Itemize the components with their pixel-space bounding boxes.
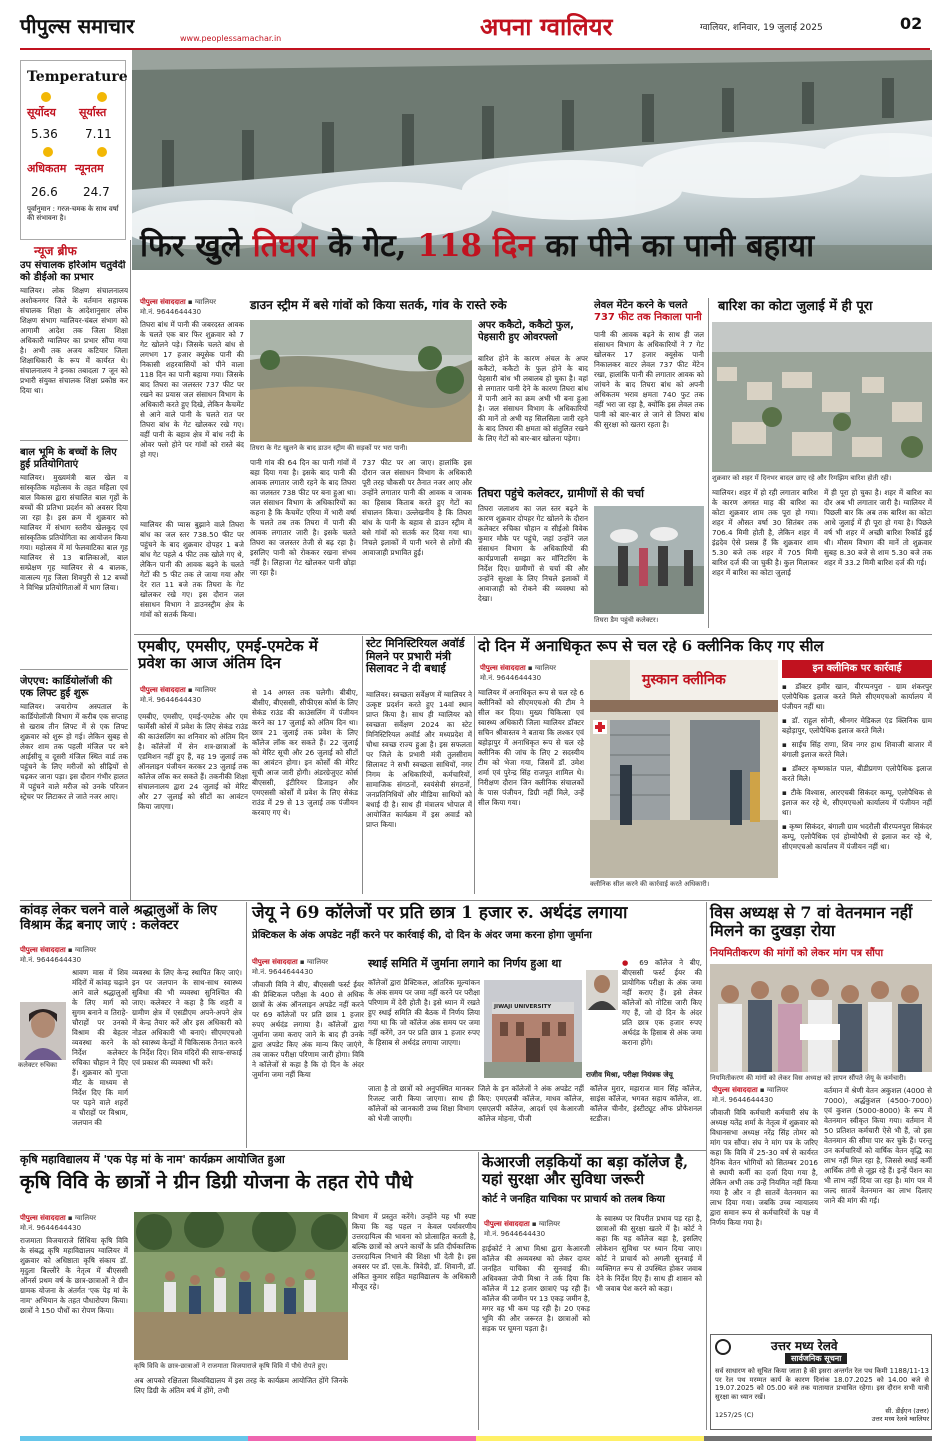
kanwar-col2: व्यवस्था के लिए केन्द्र स्थापित किए जाएं। इन पर जलपान के साथ-साथ स्वास्थ्य सुविधा की भी व्यवस्था सुनिश्चित की जाए। कलेक्टर ने कहा है कि शहरी व ग्रामीण क्षेत्र में एसडीएम अपने-अपने क्षेत्र में केन्द्र तैयार करें और इस अधिकारी को नोडल अधिकारी भी बनाएं। सीएमएचओ को स्वास्थ्य केन्द्रों में चिकित्सक तैनात करने के निर्देश दिए। शिव मंदिरों की साफ-सफाई एवं प्रकाश की व्यवस्था भी करें। [132,968,242,1067]
railway-sub-text: सार्वजनिक सूचना [791,1354,842,1363]
krg-col1: हाईकोर्ट ने आभा मिश्रा द्वारा केआरजी कॉलेज की अव्यवस्था को लेकर दायर जनहित याचिका की सुनवाई की। अधिवक्ता जेपी मिश्रा ने तर्क दिया कि कॉलेज में 12 हजार छात्राएं पढ़ रही हैं। कॉलेज की जमीन पर 13 एकड़ जमीन है, मगर वह भी कम पड़ रही है। 20 एकड़ भूमि की और जरूरत है। छात्राओं को सड़क पर घूमना पड़ता है। [482,1244,590,1333]
collector-visit-photo [594,506,704,614]
railway-notice [710,1334,932,1430]
max-temp-icon [43,147,53,157]
overflow-box-body: बारिश होने के कारण अंचल के अपर ककैटो, ककैटो के फुल होने के बाद पेहसारी बांध भी लबालब हो चुका है। वहां से लगातार पानी देने के कारण तिघरा बांध में पानी आने का क्रम अभी भी बना हुआ है। जल संसाधन विभाग के अधिकारियों की मानें तो अभी यह सिलसिला जारी रहने के बाद तिघरा की क्षमता को संतुलित रखने के लिए गेटों को बार-बार खोलना पड़ेगा। [478,354,588,443]
clinic-body: ग्वालियर में अनाधिकृत रूप से चल रहे 6 क्लीनिकों को सीएमएचओ की टीम ने सील कर दिया। मुख्य चिकित्सा एवं स्वास्थ्य अधिकारी जिला ग्वालियर डॉक्टर सचिन श्रीवास्तव ने बताया कि लश्कर एवं बहोड़ापुर में अनाधिकृत रूप से चल रहे क्लीनिक की जांच के लिए 2 सदस्यीय टीम को भेजा गया, जिसमें डॉ. उमेश शर्मा एवं पुरेन्द्र सिंह राजपूत शामिल थे। निरीक्षण दौरान जिन क्लीनिक संचालकों के पास पंजीयन, डिग्री नहीं मिले, उन्हें सील किया गया। [478,688,584,807]
clinic-action-title-text: इन क्लीनिक पर कार्रवाई [812,663,902,674]
brief-item [20,447,128,663]
byline-place: ग्वालियर [194,686,217,694]
signatory-title: सी. डीईएन (उत्तर) [885,1407,929,1415]
vetanman-byline: पीपुल्स संवाददाता ▪ ग्वालियर [712,1086,789,1094]
clinic-sign: मुस्कान क्लीनिक [642,672,726,688]
lead-phone: मो.नं. 9644644430 [140,308,202,316]
krg-headline: केआरजी लड़कियों का बड़ा कॉलेज है, यहां सुरक्षा और सुविधा जरूरी [482,1153,689,1189]
list-item-text: टीके विश्वास, आरएचबी सिकंदर कम्पू, एलोपैथिक से इलाज कर रहे थे, सीएमएचओ कार्यालय में पंजीयन नहीं था। [782,788,932,817]
railway-logo-icon [715,1339,731,1355]
moon-icon [97,92,107,102]
collector-photo-caption: तिघरा डैम पहुंची कलेक्टर। [594,616,659,624]
list-item: ▪ डॉक्टर कृष्णकांत पाल, बीडीप्रगण एलोपैथिक इलाज करते मिले। [782,764,932,783]
mba-col1: एमबीए, एमसीए, एमई-एमटेक और एम फार्मेसी कोर्स में प्रवेश के लिए सेकंड राउंड की काउंसलिंग का शनिवार को अंतिम दिन है। कॉलेजों में सेन शत्र-छात्राओं के एडमिशन नहीं हुए हैं, वह 19 जुलाई तक ऑनलाइन पंजीयन करकर 23 जुलाई तक कॉलेज लॉक कर सकते हैं। तकनीकी शिक्षा संचालनालय द्वारा 24 जुलाई को मेरिट और 27 जुलाई को सीटों का आवंटन किया जाएगा। [138,712,248,811]
level-head-line2: 737 फीट तक निकाला पानी [594,311,702,323]
byline-place: ग्वालियर [766,1086,789,1094]
mba-col2: से 14 अगस्त तक चलेगी। बीबीए, बीसीए, बीएससी, सीफीएस कोर्स के लिए सेकंड राउंड की काउंसलिंग में पंजीयन करने का 17 जुलाई को अंतिम दिन था। छात्र 21 जुलाई तक प्रवेश के लिए कॉलेज लॉक कर सकते हैं। 22 जुलाई को मेरिट सूची और 26 जुलाई को सीटों का आवंटन होगा। इन कोर्सों की मेरिट सूची आज जारी होगी। अंडरग्रेजुएट कोर्स बीएससी, इंटीरियर डिजाइन और एमएससी कोर्सों में प्रवेश के लिए सेकंड राउंड में 29 से 13 जुलाई तक पंजीयन करवाए गए थे। [252,688,358,817]
university-sign: JIWAJI UNIVERSITY [494,1004,552,1010]
flood-illustration [250,320,472,442]
city-illustration [712,322,932,472]
headline-part: का पीने का पानी बहाया [545,228,815,264]
byline-place: ग्वालियर [534,664,557,672]
exam-controller-photo [586,970,618,1010]
jiwaji-col3: जाता है तो छात्रों को अनुपस्थित मानकर रिजल्ट जारी किया जाएगा। साथ ही कॉलेजों को जानकारी उच्च शिक्षा विभाग को भेजी जाएगी। [368,1084,474,1123]
section-divider [20,1150,706,1151]
flood-road-photo [250,320,472,442]
overflow-box-head: अपर ककैटो, ककैटो फुल, पेहसारी हुए ओवरफ्लो [478,320,574,343]
krg-byline: पीपुल्स संवाददाता ▪ ग्वालियर [484,1220,561,1228]
collector-illustration [594,506,704,614]
memorandum-photo [710,964,932,1072]
sunrise-value: 5.36 [31,127,58,141]
max-label: अधिकतम [27,162,67,175]
level-head [594,300,704,323]
krishi-col3: विभाग में प्रस्तुत करेंगे। उन्होंने यह भी स्पष्ट किया कि यह पहल न केवल पर्यावरणीय उत्तरदायित्व की भावना को प्रोत्साहित करती है, बल्कि छात्रों को अपने कार्यों के प्रति दीर्घकालिक उत्तरदायित्व निभाने की शिक्षा भी देती है। इस अवसर पर डॉ. एस.के. त्रिवेदी, डॉ. शिवानी, डॉ. अंकित कुमार सहित महाविद्यालय के अधिकारी मौजूद रहे। [352,1212,476,1291]
krg-phone: मो.नं. 9644644430 [484,1230,546,1238]
lead-col1: तिघरा बांध में पानी की जबरदस्त आवक के चलते एक बार फिर शुक्रवार को 7 गेट खोलने पड़े। जिसके चलते बांध से लगभग 17 हजार क्यूसेक पानी की निकासी शहरवासियों को पीने वाला 118 दिन का पानी बहाया गया। जिसके बाद तिघरा का जलस्तर 737 फीट पर रखने का प्रयास जल संसाधन विभाग के अधिकारी करते हुए दिखे, लेकिन कैचमेंट से आने वाले पानी के चलते रात पर तिघरा बांध के गेट खोलकर रखे गए। वहीं पानी के बहाव क्षेत्र में बांध नदी के ओवर फ्लो होने पर गांवों को रास्ते बंद हो गए। [140,320,244,459]
brand-logo: पीपुल्स समाचार [20,14,135,38]
column-divider [474,636,475,894]
plantation-caption: कृषि विवि के छात्र-छात्राओं ने राजमाता विजयाराजे कृषि विवि में पौधे रोपते हुए। [134,1362,328,1370]
clinic-action-list [782,682,932,892]
byline-name: पीपुल्स संवाददाता [140,298,186,306]
headline-highlight: 118 दिन [417,228,535,264]
byline-name: पीपुल्स संवाददाता [712,1086,758,1094]
section-divider [134,634,932,635]
plantation-photo [134,1212,348,1360]
byline-name: पीपुल्स संवाददाता [20,1214,66,1222]
railway-sub [785,1353,847,1364]
flood-photo-caption: तिघरा के गेट खुलने के बाद डाउन स्ट्रीम की सड़कों पर भरा पानी। [250,444,408,452]
brief-headline: उप संचालक हरिओम चतुर्वेदी को डीईओ का प्रभार [20,260,126,283]
award-body: ग्वालियर। स्वच्छता सर्वेक्षण में ग्वालियर ने उत्कृष्ट प्रदर्शन करते हुए 14वां स्थान प्राप्त किया है। साथ ही ग्वालियर को स्वच्छता सर्वेक्षण 2024 का स्टेट मिनिस्टिरियल अवॉर्ड और मध्यप्रदेश में चौथा स्वच्छ राज्य हुआ है। इस सफलता पर जिले के प्रभारी मंत्री तुलसीराम सिलावट ने सभी स्वच्छता साथियों, नगर निगम के अधिकारियों, कर्मचारियों, सामाजिक संगठनों, स्वयंसेवी संगठनों, जनप्रतिनिधियों और मीडिया साथियों को बधाई दी है। साथ ही मंत्रालय भोपाल में आयोजित कार्यक्रम में इस अवार्ड को प्राप्त किया। [366,690,472,829]
section-title [480,10,612,43]
lead-col2: पानी गांव की 64 दिन का पानी गांवों में बहा दिया गया है। इसके बाद पानी की आवक लगातार जारी रहने के बाद तिघरा का जलस्तर 738 फीट पर बना हुआ था। जल संसाधन विभाग के अधिकारियों का कहना है कि कैचमेंट एरिया में भारी वर्षा के चलते तब तक तिघरा में पानी की आवक लगातार जारी है। इसके चलते तिघरा का जलस्तर तेजी से बढ़ रहा है। इसलिए पानी को रोककर रखना संभव नहीं है। लिहाजा गेट खोलकर पानी छोड़ा जा रहा है। [250,458,356,577]
max-value: 26.6 [31,185,58,199]
sunrise-label: सूर्योदय [27,106,56,119]
list-item-text: डॉ. राहुल सोनी, श्रीनगर मेडिकल एंड क्लिनिक ग्राम बहोड़ापुर, एलोपैथिक इलाज करते मिले। [782,716,932,735]
plantation-illustration [134,1212,348,1360]
vetanman-col1: जीवाजी विवि कर्मचारी कर्मचारी संघ के अध्यक्ष यतेंद्र शर्मा के नेतृत्व में शुक्रवार को विधानसभा अध्यक्ष नरेंद्र सिंह तोमर को मांग पत्र सौंपा। संघ ने मांग पत्र के जरिए कहा कि विवि में 25-30 वर्ष से कार्यरत दैनिक वेतन भोगियों को सितम्बर 2016 से स्थायी कर्मी का दर्जा दिया गया है, लेकिन अभी तक उन्हें नियमित नहीं किया गया है और न ही सातवें वेतनमान का लाभ दिया गया। जबकि उच्च न्यायालय द्वारा समान रूप से कर्मचारियों के पक्ष में निर्णय किया गया है। [710,1108,818,1227]
byline-name: पीपुल्स संवाददाता [140,686,186,694]
byline-name: पीपुल्स संवाददाता [480,664,526,672]
mba-byline: पीपुल्स संवाददाता ▪ ग्वालियर [140,686,217,694]
list-item-text: डॉक्टर कृष्णकांत पाल, बीडीप्रगण एलोपैथिक इलाज करते मिले। [782,764,932,783]
section-title-text: अपना ग्वालियर [480,12,613,41]
lead-byline: पीपुल्स संवाददाता ▪ ग्वालियर [140,298,217,306]
krishi-col1: राजमाता विजयाराजे सिंधिया कृषि विवि के संबद्ध कृषि महाविद्यालय ग्वालियर में शुक्रवार को अधिष्ठाता कृषि संकाय डॉ. मृदुला बिल्लौरे के नेतृत्व में बीएससी ऑनर्स प्रथम वर्ष के छात्र-छात्राओं ने ग्रीन ग्रामक योजना के अंतर्गत 'एक पेड़ मां के नाम' अभियान के तहत पौधारोपण किया। छात्रों ने 150 पौधों का रोपण किया। [20,1236,128,1315]
min-value: 24.7 [83,185,110,199]
level-body: पानी की आवक बढ़ने के साथ ही जल संसाधन विभाग के अधिकारियों ने 7 गेट खोलकर 17 हजार क्यूसेक पानी निकालकर वाटर लेवल 737 फीट मेंटेन रखा, हालांकि पानी की लगातार आवक को जांचने के बाद तिघरा बांध को अपनी अधिकतम भराव क्षमता 740 फुट तक नहीं भरा जा रहा है, क्योंकि इस लेवल तक पानी को बार-बार ले जाने से तिघरा बांध की सुरक्षा को खतरा रहता है। [594,330,704,429]
vetanman-col2: वर्तमान में श्रेणी वेतन अकुशल (4000 से 7000), अर्द्धकुशल (4500-7000) एवं कुशल (5000-8000) के रूप में वेतनमान स्वीकृत किया गया। वर्तमान में 50 प्रतिशत कर्मचारी ऐसे भी हैं, जो इस वेतनमान की सीमा पार कर चुके हैं। परन्तु उन कर्मचारियों को वार्षिक वेतन वृद्धि का लाभ नहीं मिल रहा है, जिससे स्थाई कर्मी आर्थिक तंगी से जूझ रहे हैं। इन्हें पेंशन का भी लाभ नहीं दिया जा रहा है। मांग पत्र में जल्द सातवें वेतनमान का लाभ दिलाए जाने की मांग की गई। [824,1086,932,1205]
collector-portrait [20,1002,66,1060]
sunset-value: 7.11 [85,127,112,141]
min-temp-icon [97,147,107,157]
news-brief-column [20,260,128,900]
rain-col2: में ही पूरा हो चुका है। शहर में बारिश का दौर अब भी लगातार जारी है। ग्वालियर में पिछली बार कि अब तक बारिश का कोटा आधे जुलाई में ही पूरा हो गया है। पिछले वर्ष भी शहर में अच्छी बारिश रिकॉर्ड हुई थी। मौसम विभाग की मानें तो शुक्रवार सुबह 8.30 बजे से शाम 5.30 बजे तक शहर में 33.2 मिमी बारिश दर्ज की गई। [824,488,932,567]
railway-code: 1257/25 (C) [715,1411,754,1419]
memorandum-caption: नियमितीकरण की मांगों को लेकर विस अध्यक्ष को ज्ञापन सौंपते जेयू के कर्मचारी। [710,1074,906,1082]
column-divider [478,1152,479,1430]
tighra-visit-body: तिघरा जलाशय का जल स्तर बढ़ने के कारण शुक्रवार दोपहर गेट खोलने के दौरान कलेक्टर रुचिका चौहान व सीईओ विवेक कुमार मौके पर पहुंचे, जहां उन्होंने जल संसाधन विभाग के अधिकारियों की कार्यप्रणाली समझा कर मॉनिटरिंग के निर्देश दिए। ग्रामीणों से चर्चा की और उन्होंने सुरक्षा के लिए निचले इलाकों में आवाजाही को रोकने की व्यवस्था को देखा। [478,504,588,603]
jiwaji-col4: जिले के इन कॉलेजों ने अंक अपडेट नहीं किए: एमएलबी कॉलेज, माधव कॉलेज, एसएलपी कॉलेज, आदर्श एवं केआरजी कॉलेज मोहना, पीजी [478,1084,584,1123]
vetanman-phone: मो.नं. 9644644430 [712,1096,774,1104]
column-divider [246,902,247,1148]
clinic-headline: दो दिन में अनाधिकृत रूप से चल रहे 6 क्लीनिक किए गए सील [478,637,824,655]
list-item: ▪ डॉ. राहुल सोनी, श्रीनगर मेडिकल एंड क्लिनिक ग्राम बहोड़ापुर, एलोपैथिक इलाज करते मिले। [782,716,932,735]
railway-signatory [835,1407,929,1423]
print-color-strip [20,1436,932,1441]
page-number: 02 [900,14,923,33]
rain-photo-caption: शुक्रवार को शहर में दिनभर बादल छाए रहे और रिमझिम बारिश होती रही। [712,474,892,482]
byline-place: ग्वालियर [74,946,97,954]
jiwaji-phone: मो.नं. 9644644430 [252,968,314,976]
list-item: ▪ डॉक्टर हमीर खान, वीरप्पनपुरा - ग्राम शंकरपुर एलोपैथिक इलाज करते मिले सीएमएचओ कार्यालय में पंजीयन नहीं था। [782,682,932,711]
headline-highlight: तिघरा [252,228,318,264]
byline-place: ग्वालियर [306,958,329,966]
krishi-phone: मो.नं. 9644644430 [20,1224,82,1232]
jiwaji-subhead: प्रेक्टिकल के अंक अपडेट नहीं करने पर कार्रवाई की, दो दिन के अंदर जमा करना होगा जुर्माना [252,930,592,941]
clinic-byline: पीपुल्स संवाददाता ▪ ग्वालियर [480,664,557,672]
university-illustration [484,980,582,1078]
mba-phone: मो.नं. 9644644430 [140,696,202,704]
portrait-caption: कलेक्टर रुचिका [18,1061,58,1069]
list-item-text: कृष्ण सिकंदर, बंगाली ग्राम भदरौली वीरप्पनपुरा सिकंदर कम्पू, एलोपैथिक एवं होम्योपैथी से इलाज कर रहे थे, सीएमएचओ कार्यालय में पंजीयन नहीं था। [782,822,932,851]
list-item: ▪ टीके विश्वास, आरएचबी सिकंदर कम्पू, एलोपैथिक से इलाज कर रहे थे, सीएमएचओ कार्यालय में पंजीयन नहीं था। [782,788,932,817]
byline-place: ग्वालियर [194,298,217,306]
jiwaji-headline: जेयू ने 69 कॉलेजों पर प्रति छात्र 1 हजार रु. अर्थदंड लगाया [252,903,628,923]
brief-item [20,676,128,900]
crowd-illustration [710,964,932,1072]
byline-place: ग्वालियर [74,1214,97,1222]
brief-body: ग्वालियर। लोक शिक्षण संचालनालय अशोकनगर जिले के वर्तमान सहायक संचालक शिक्षा के आदेशानुसार लोक शिक्षण संभाग ग्वालियर-चंबल संभाग को आगामी आदेश तक जिला शिक्षा अधिकारी ग्वालियर का प्रभार सौंपा गया है। अभी तक अजय कटियार जिला शिक्षाधिकारी के रूप में कार्यरत थे। संचालनालय ने इनका तबादला 7 जून को प्रभारी संयुक्त संचालक शिक्षा प्रकोष्ठ कर दिया था। [20,286,128,395]
krishi-col2: अब आपको रक्षितला विश्वविद्यालय में इस तरह के कार्यक्रम आयोजित होंगे जिनके लिए डिग्री के अंतिम वर्ष में होंगे, तभी [134,1376,348,1395]
dateline: ग्वालियर, शनिवार, 19 जुलाई 2025 [700,23,823,33]
clinic-illustration [590,660,778,878]
quote-text: 69 कॉलेज ने बीए, बीएससी फर्स्ट ईयर की प्रायोगिक परीक्षा के अंक जमा नहीं कराए हैं। इसे लेकर कॉलेजों को नोटिस जारी किए गए हैं, जो दो दिन के अंदर प्रति छात्र एक हजार रुपए अर्थदंड के हिसाब से अंक जमा कराना होंगे। [622,958,702,1047]
column-divider [708,298,709,628]
level-head-line1: लेवल मेंटेन करने के चलते [594,300,688,311]
lead-subhead: डाउन स्ट्रीम में बसे गांवों को किया सतर्क, गांव के रास्ते रुके [250,298,507,312]
list-item: ▪ साईंच सिंह राणा, शिव नगर हाथ शिवाजी बाजार में बंगाली इलाज करते मिले। [782,740,932,759]
krg-col2: के स्वास्थ्य पर विपरीत प्रभाव पड़ रहा है, छात्राओं की सुरक्षा खतरे में है। कोर्ट ने कहा कि यह कॉलेज बड़ा है, इसलिए लोकेशन सुविधा पर ध्यान दिया जाए। कोर्ट ने प्राचार्य को अगली सुनवाई में व्यक्तिगत रूप से उपस्थित होकर जवाब देने के निर्देश दिए हैं। साथ ही शासन को भी जवाब पेश करने को कहा। [596,1214,702,1293]
controller-quote [622,958,702,1068]
brief-headline: बाल भूमि के बच्चों के लिए हुई प्रतियोगिताएं [20,447,117,470]
headline-part: फिर खुले [140,228,242,264]
forecast-text: पूर्वानुमान : गरज-चमक के साथ वर्षा की संभावना है। [27,205,119,222]
lead-col1b: ग्वालियर की प्यास बुझाने वाले तिघरा बांध का जल स्तर 738.50 फीट पर पहुंचने के बाद शुक्रवार दोपहर 1 बजे बांध गेट पहले 4 फीट तक खोले गए थे, लेकिन पानी की आवक बढ़ने के चलते गेटों की 5 फीट तक ले जाया गया और देर रात 11 बजे तक तिघरा के गेट खोलकर रखे गए। इस दौरान जल संसाधन विभाग ने डाउनस्ट्रीम क्षेत्र के गांवों को सतर्क किया। [140,520,244,619]
brief-item [20,260,128,434]
list-item-text: साईंच सिंह राणा, शिव नगर हाथ शिवाजी बाजार में बंगाली इलाज करते मिले। [782,740,932,759]
committee-box-body: कॉलेजों द्वारा प्रैक्टिकल, आंतरिक मूल्यांकन के अंक समय पर जमा नहीं करने पर परीक्षा परिणाम में देरी होती है। इसे ध्यान में रखते हुए स्थाई समिति की बैठक में निर्णय लिया गया था कि जो कॉलेज अंक समय पर जमा नहीं करेंगे, उन पर प्रति छात्र 1 हजार रुपए के हिसाब से अर्थदंड लगाया जाएगा। [368,978,480,1047]
rain-headline: बारिश का कोटा जुलाई में ही पूरा [718,299,873,314]
clinic-action-title [782,660,932,678]
jiwaji-byline: पीपुल्स संवाददाता ▪ ग्वालियर [252,958,329,966]
portrait-illustration [20,1002,66,1060]
byline-name: पीपुल्स संवाददाता [20,946,66,954]
newspaper-url[interactable]: www.peoplessamachar.in [180,34,282,43]
byline-name: पीपुल्स संवाददाता [484,1220,530,1228]
university-photo [484,980,582,1078]
signatory-office: उत्तर मध्य रेलवे ग्वालियर [871,1415,929,1423]
vetanman-subhead: नियमितीकरण की मांगों को लेकर मांग पत्र सौंपा [710,948,884,959]
tighra-visit-headline: तिघरा पहुंचे कलेक्टर, ग्रामीणों से की चर्चा [478,487,644,500]
krishi-kicker: कृषि महाविद्यालय में 'एक पेड़ मां के नाम' कार्यक्रम आयोजित हुआ [20,1153,285,1166]
clinic-photo-caption: क्लीनिक सील करने की कार्रवाई करते अधिकारी। [590,880,710,888]
brief-body: ग्वालियर। मुख्यमंत्री बाल खेल व सांस्कृतिक महोत्सव के तहत महिला एवं बाल विकास द्वारा संचालित बाल गृहों के बच्चों की प्रतिभा प्रदर्शन को अवसर दिया जा रहा है। इस क्रम में शुक्रवार को ग्वालियर में संभाग स्तरीय खेलकूद एवं सांस्कृतिक प्रतियोगिता का आयोजन किया गया। महोत्सव में मां फेलवाटिका बाल गृह ग्वालियर से 13 बालिकाओं, बाल सम्प्रेक्षण गृह ग्वालियर से 4 बालक, वात्सल्य गृह जिला शिवपुरी से 12 बच्चों ने विभिन्न प्रतियोगिताओं में भाग लिया। [20,473,128,592]
sunset-label: सूर्यास्त [79,106,107,119]
quote-icon: ● [622,958,633,967]
column-divider [130,240,131,900]
news-brief-label: न्यूज ब्रीफ [34,244,77,258]
byline-name: पीपुल्स संवाददाता [252,958,298,966]
kanwar-phone: मो.नं. 9644644430 [20,956,82,964]
sun-icon [41,92,51,102]
jiwaji-col1: जीवाजी विवि ने बीए, बीएससी फर्स्ट ईयर की प्रैक्टिकल परीक्षा के 400 से अधिक छात्रों के अंक ऑनलाइन अपडेट नहीं करने पर 69 कॉलेजों पर प्रति छात्र 1 हजार रुपए अर्थदंड लगाया है। कॉलेजों द्वारा जुर्माना जमा कराए जाने के बाद ही उनके द्वारा अपडेट किए अंक मान्य किए जाएंगे, तब जाकर परीक्षा परिणाम जारी होगा। विवि ने कॉलेजों से कहा है कि दो दिन के अंदर जुर्माना जमा नहीं किया [252,980,364,1079]
headline-part: के गेट, [328,228,407,264]
lead-headline [140,224,814,266]
lead-col3: 737 फीट पर आ जाए। हालांकि इस दौरान जल संसाधन विभाग के अधिकारी पूरी तरह चौकसी पर तैनात नजर आए और उन्होंने लगातार पानी की आवक व जावक का हिसाब किताब करते हुए गेटों का संचालन किया। उल्लेखनीय है कि तिघरा बांध के पानी के बहाव से डाउन स्ट्रीम में बसे गांवों को सतर्क कर दिया गया था। निचले इलाकों में पानी भरने से लोगों की आवाजाही प्रभावित हुई। [362,458,472,557]
clinic-photo [590,660,778,878]
krishi-headline: कृषि विवि के छात्रों ने ग्रीन डिग्री योजना के तहत रोपे पौधे [20,1171,413,1193]
railway-head: उत्तर मध्य रेलवे [771,1339,838,1353]
min-label: न्यूनतम [75,162,104,175]
jiwaji-col5: कॉलेज मुरार, महाराज मान सिंह कॉलेज, साइंस कॉलेज, भगवत सहाय कॉलेज, शा. कॉलेज चीनौर, इंस्टीट्यूट ऑफ प्रोफेशनल स्टडीज। [590,1084,702,1123]
weather-box [20,60,126,240]
committee-box-head: स्थाई समिति में जुर्माना लगाने का निर्णय हुआ था [368,957,562,970]
column-divider [706,902,707,1430]
list-item-text: डॉक्टर हमीर खान, वीरप्पनपुरा - ग्राम शंकरपुर एलोपैथिक इलाज करते मिले सीएमएचओ कार्यालय में पंजीयन नहीं था। [782,682,932,711]
brief-body: ग्वालियर। जयारोग्य अस्पताल के कार्डियोलॉजी विभाग में करीब एक सप्ताह से खराब तीन लिफ्ट में से एक लिफ्ट शुक्रवार को शुरू हो गई। लेकिन सुबह से लेकर शाम तक पहली मंजिल पर बने आईसीयू व दूसरी मंजिल स्थित वार्ड तक पहुंचने के लिए मरीजों को सीढ़ियों से चढ़कर जाना पड़ा। इस दौरान गंभीर हालत में पहुंचने वाले मरीज को उनके परिजन स्ट्रेचर पर लिटाकर ले जाते नजर आए। [20,702,128,801]
city-rain-photo [712,322,932,472]
section-divider [20,900,932,901]
kanwar-headline: कांवड़ लेकर चलने वाले श्रद्धालुओं के लिए विश्राम केंद्र बनाए जाएं : कलेक्टर [20,903,217,933]
byline-place: ग्वालियर [538,1220,561,1228]
krishi-byline: पीपुल्स संवाददाता ▪ ग्वालियर [20,1214,97,1222]
railway-body: सर्व साधारण को सूचित किया जाता है की इसरा अन्तर्गत रेल पथ किमी 1188/11-13 पर रेल पथ मरम्मत कार्य के कारण दिनांक 18.07.2025 को 14.00 बजे से 19.07.2025 को 05.00 बजे तक यातायात प्रभावित रहेगा। इस दौरान सभी यात्री सुरक्षा का ध्यान रखें। [715,1367,929,1401]
brief-headline: जेएएच: कार्डियोलॉजी की एक लिफ्ट हुई शुरू [20,676,113,699]
vetanman-headline: विस अध्यक्ष से 7 वां वेतनमान नहीं मिलने का दुखड़ा रोया [710,903,913,941]
weather-title: Temperature [27,69,128,85]
list-item: ▪ कृष्ण सिकंदर, बंगाली ग्राम भदरौली वीरप्पनपुरा सिकंदर कम्पू, एलोपैथिक एवं होम्योपैथी से इलाज कर रहे थे, सीएमएचओ कार्यालय में पंजीयन नहीं था। [782,822,932,851]
kanwar-col1: श्रावण मास में शिव मंदिरों में कांवड़ चढ़ाने आने वाले श्रद्धालुओं के लिए मार्ग को सुगम बनाने व तिराहे-चौराहों पर उनको विश्राम की बेहतर व्यवस्था करने के निर्देश कलेक्टर रुचिका चौहान ने दिए हैं। शुक्रवार को गुप्ता मीट के माध्यम से निर्देश दिए कि मार्ग पर पड़ने वाले शहरों व चौराहों पर विश्राम, जलपान की [72,968,128,1127]
rain-col1: ग्वालियर। शहर में हो रही लगातार बारिश के कारण अगस्त माह की बारिश का कोटा शुक्रवार शाम तक पूरा हो गया। शहर में औसत वर्षा 30 सितंबर तक 706.4 मिमी होती है, लेकिन शहर में इंद्रदेव ऐसे प्रसन्न हैं कि शुक्रवार शाम 5.30 बजे तक शहर में 705 मिमी बारिश दर्ज की जा चुकी है। कुल मिलाकर शहर में बारिश का कोटा जुलाई [712,488,818,577]
award-headline: स्टेट मिनिस्टिरियल अवॉर्ड मिलने पर प्रभारी मंत्री सिलावट ने दी बधाई [366,637,465,676]
kanwar-byline: पीपुल्स संवाददाता ▪ ग्वालियर [20,946,97,954]
controller-name: राजीव मिश्रा, परीक्षा नियंत्रक जेयू [586,1070,673,1079]
masthead [0,0,945,52]
mba-headline: एमबीए, एमसीए, एमई-एमटेक में प्रवेश का आज अंतिम दिन [138,637,318,673]
column-divider [362,636,363,894]
person-illustration [586,970,618,1010]
clinic-phone: मो.नं. 9644644430 [480,674,542,682]
krg-subhead: कोर्ट ने जनहित याचिका पर प्राचार्य को तलब किया [482,1194,665,1205]
